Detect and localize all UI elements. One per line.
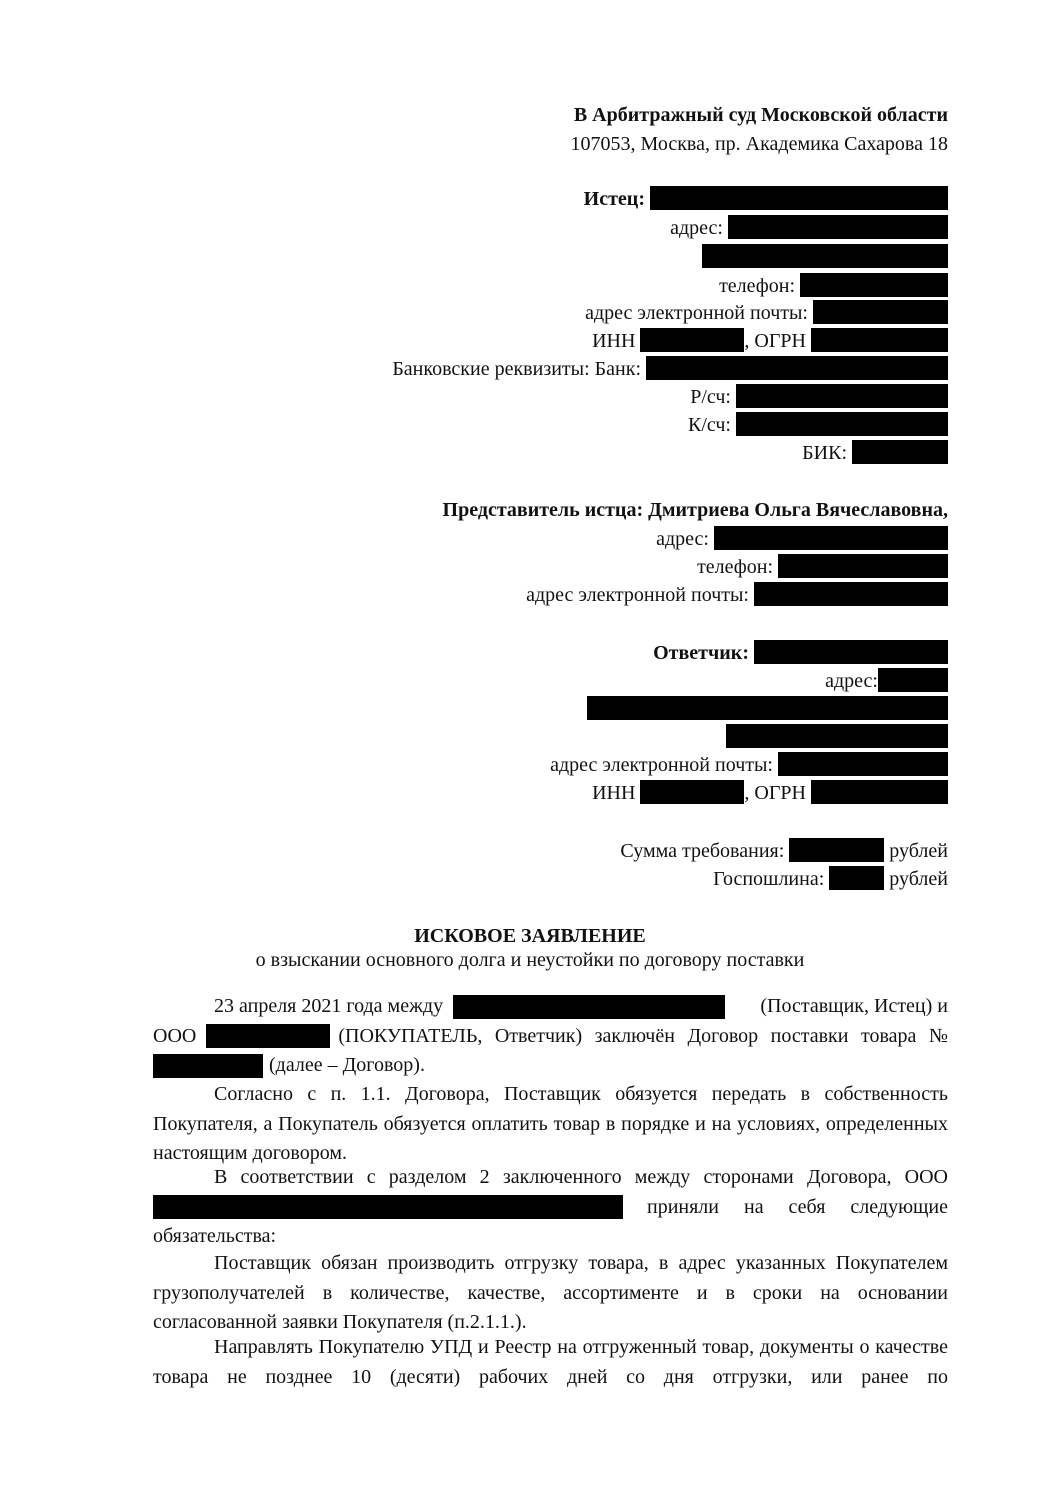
plaintiff-phone-label: телефон: bbox=[719, 275, 795, 297]
representative-email-label: адрес электронной почты: bbox=[526, 584, 749, 606]
paragraph-3-text: обязательства: bbox=[153, 1225, 277, 1247]
paragraph-4-text: Поставщик обязан производить отгрузку товара, в адрес указанных Покупателем грузополучателей в количестве, качестве, ассортименте и в сроки на основании согласованной заявки Покупателя (п.2.1.1.). bbox=[153, 1252, 948, 1333]
representative-phone-label: телефон: bbox=[697, 556, 773, 578]
plaintiff-bik-label: БИК: bbox=[802, 442, 847, 464]
representative-address-line bbox=[656, 526, 948, 551]
plaintiff-email-line bbox=[585, 300, 948, 325]
redaction-block bbox=[728, 215, 948, 239]
paragraph-1-text: (Поставщик, Истец) и bbox=[760, 995, 948, 1017]
representative-address-label: адрес: bbox=[656, 528, 709, 550]
plaintiff-address-cont bbox=[702, 244, 948, 269]
plaintiff-line bbox=[584, 186, 948, 211]
plaintiff-bank-line bbox=[392, 356, 948, 381]
paragraph-1 bbox=[153, 992, 948, 1081]
paragraph-4 bbox=[153, 1249, 948, 1338]
redaction-block bbox=[811, 328, 948, 352]
redaction-block bbox=[587, 696, 948, 720]
redaction-block bbox=[754, 640, 948, 664]
plaintiff-ks-line bbox=[688, 412, 948, 437]
redaction-block bbox=[726, 724, 948, 748]
court-name: В Арбитражный суд Московской области bbox=[573, 104, 948, 126]
redaction-block bbox=[736, 412, 948, 436]
defendant-email-label: адрес электронной почты: bbox=[550, 754, 773, 776]
redaction-block bbox=[754, 582, 948, 606]
paragraph-3 bbox=[153, 1163, 948, 1252]
plaintiff-rs-label: Р/сч: bbox=[690, 386, 731, 408]
redaction-block bbox=[714, 526, 948, 550]
redaction-block bbox=[789, 838, 884, 862]
redaction-block bbox=[650, 186, 948, 210]
representative-email-line bbox=[526, 582, 948, 607]
document-title: ИСКОВОЕ ЗАЯВЛЕНИЕ bbox=[414, 925, 646, 947]
court-address: 107053, Москва, пр. Академика Сахарова 18 bbox=[570, 133, 948, 155]
plaintiff-email-label: адрес электронной почты: bbox=[585, 302, 808, 324]
redaction-block bbox=[778, 554, 948, 578]
redaction-block bbox=[453, 995, 725, 1019]
plaintiff-ks-label: К/сч: bbox=[688, 414, 731, 436]
claim-sum-label: Сумма требования: bbox=[620, 840, 785, 862]
defendant-line bbox=[653, 640, 948, 665]
defendant-inn-label: ИНН bbox=[592, 782, 636, 804]
claim-fee-line bbox=[713, 866, 948, 891]
paragraph-1-text: 23 апреля 2021 года между bbox=[214, 995, 444, 1017]
paragraph-2 bbox=[153, 1080, 948, 1169]
redaction-block bbox=[640, 780, 744, 804]
claim-sum-currency: рублей bbox=[889, 840, 948, 862]
redaction-block bbox=[206, 1024, 330, 1048]
plaintiff-address-label: адрес: bbox=[670, 217, 723, 239]
claim-fee-currency: рублей bbox=[889, 868, 948, 890]
redaction-block bbox=[736, 384, 948, 408]
plaintiff-bik-line bbox=[802, 440, 948, 465]
redaction-block bbox=[153, 1195, 623, 1219]
defendant-ogrn-label: , ОГРН bbox=[744, 782, 806, 804]
redaction-block bbox=[878, 668, 948, 692]
paragraph-1-text: ООО bbox=[153, 1024, 197, 1047]
paragraph-5-text: Направлять Покупателю УПД и Реестр на отгруженный товар, документы о качестве товара не позднее 10 (десяти) рабочих дней со дня отгрузки, или ранее по bbox=[153, 1336, 948, 1388]
representative-phone-line bbox=[697, 554, 948, 579]
plaintiff-label: Истец: bbox=[583, 188, 645, 210]
redaction-block bbox=[811, 780, 948, 804]
defendant-address-label: адрес: bbox=[825, 670, 878, 692]
plaintiff-inn-line bbox=[592, 328, 948, 353]
redaction-block bbox=[640, 328, 744, 352]
redaction-block bbox=[852, 440, 948, 464]
paragraph-3-text: приняли на себя следующие bbox=[647, 1195, 948, 1218]
defendant-address-cont bbox=[587, 696, 948, 721]
paragraph-2-text: Согласно с п. 1.1. Договора, Поставщик обязуется передать в собственность Покупателя, а Покупатель обязуется оплатить товар в порядке и на условиях, определенных настоящим договором. bbox=[153, 1083, 948, 1164]
plaintiff-bank-label: Банковские реквизиты: Банк: bbox=[392, 358, 641, 380]
claim-fee-label: Госпошлина: bbox=[713, 868, 825, 890]
defendant-address-line bbox=[825, 668, 948, 693]
redaction-block bbox=[646, 356, 948, 380]
redaction-block bbox=[153, 1054, 263, 1078]
redaction-block bbox=[813, 300, 948, 324]
representative-label: Представитель истца: Дмитриева Ольга Вячеславовна, bbox=[442, 499, 948, 521]
defendant-label: Ответчик: bbox=[653, 642, 749, 664]
plaintiff-phone-line bbox=[719, 273, 948, 298]
paragraph-5 bbox=[153, 1333, 948, 1392]
paragraph-1-text: (ПОКУПАТЕЛЬ, Ответчик) заключён Договор поставки товара № bbox=[338, 1024, 948, 1047]
plaintiff-rs-line bbox=[690, 384, 948, 409]
defendant-email-line bbox=[550, 752, 948, 777]
plaintiff-ogrn-label: , ОГРН bbox=[744, 330, 806, 352]
document-subtitle: о взыскании основного долга и неустойки по договору поставки bbox=[255, 949, 805, 971]
paragraph-1-text: (далее – Договор). bbox=[269, 1054, 425, 1076]
defendant-inn-line bbox=[592, 780, 948, 805]
plaintiff-inn-label: ИНН bbox=[592, 330, 636, 352]
paragraph-3-text: В соответствии с разделом 2 заключенного между сторонами Договора, ООО bbox=[214, 1166, 948, 1188]
redaction-block bbox=[829, 866, 884, 890]
claim-sum-line bbox=[620, 838, 948, 863]
redaction-block bbox=[778, 752, 948, 776]
redaction-block bbox=[702, 244, 948, 268]
defendant-address-cont bbox=[726, 724, 948, 749]
redaction-block bbox=[800, 273, 948, 297]
plaintiff-address-line bbox=[670, 215, 948, 240]
